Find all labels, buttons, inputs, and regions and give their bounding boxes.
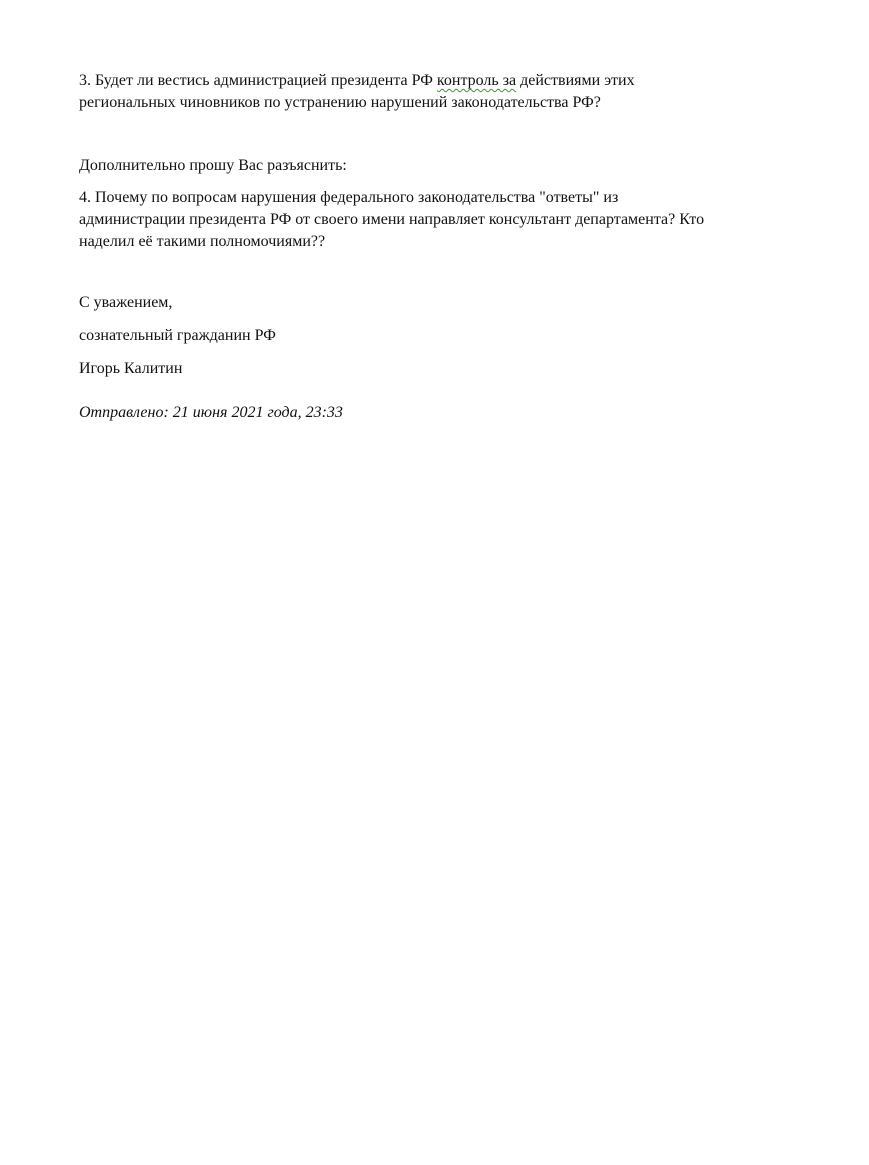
question-4-line-2: администрации президента РФ от своего имени направляет консультант департамента? Кто: [79, 211, 705, 228]
question-4-line-1: 4. Почему по вопросам нарушения федерального законодательства "ответы" из: [79, 189, 619, 206]
sent-timestamp: Отправлено: 21 июня 2021 года, 23:33: [79, 404, 343, 421]
closing: С уважением,: [79, 294, 173, 311]
question-4-line-3: наделил её такими полномочиями??: [79, 233, 326, 250]
signer-name: Игорь Калитин: [79, 360, 183, 377]
question-4: [79, 187, 704, 253]
spellcheck-flagged-text[interactable]: контроль за: [436, 72, 517, 89]
question-3-line-2: региональных чиновников по устранению нарушений законодательства РФ?: [79, 94, 601, 111]
question-3: [79, 70, 635, 114]
signer-role: сознательный гражданин РФ: [79, 327, 276, 344]
text: 3. Будет ли вестись администрацией президента РФ: [79, 72, 437, 89]
text: действиями этих: [516, 72, 635, 89]
question-3-line-1: [79, 70, 635, 92]
additional-request: Дополнительно прошу Вас разъяснить:: [79, 157, 347, 174]
